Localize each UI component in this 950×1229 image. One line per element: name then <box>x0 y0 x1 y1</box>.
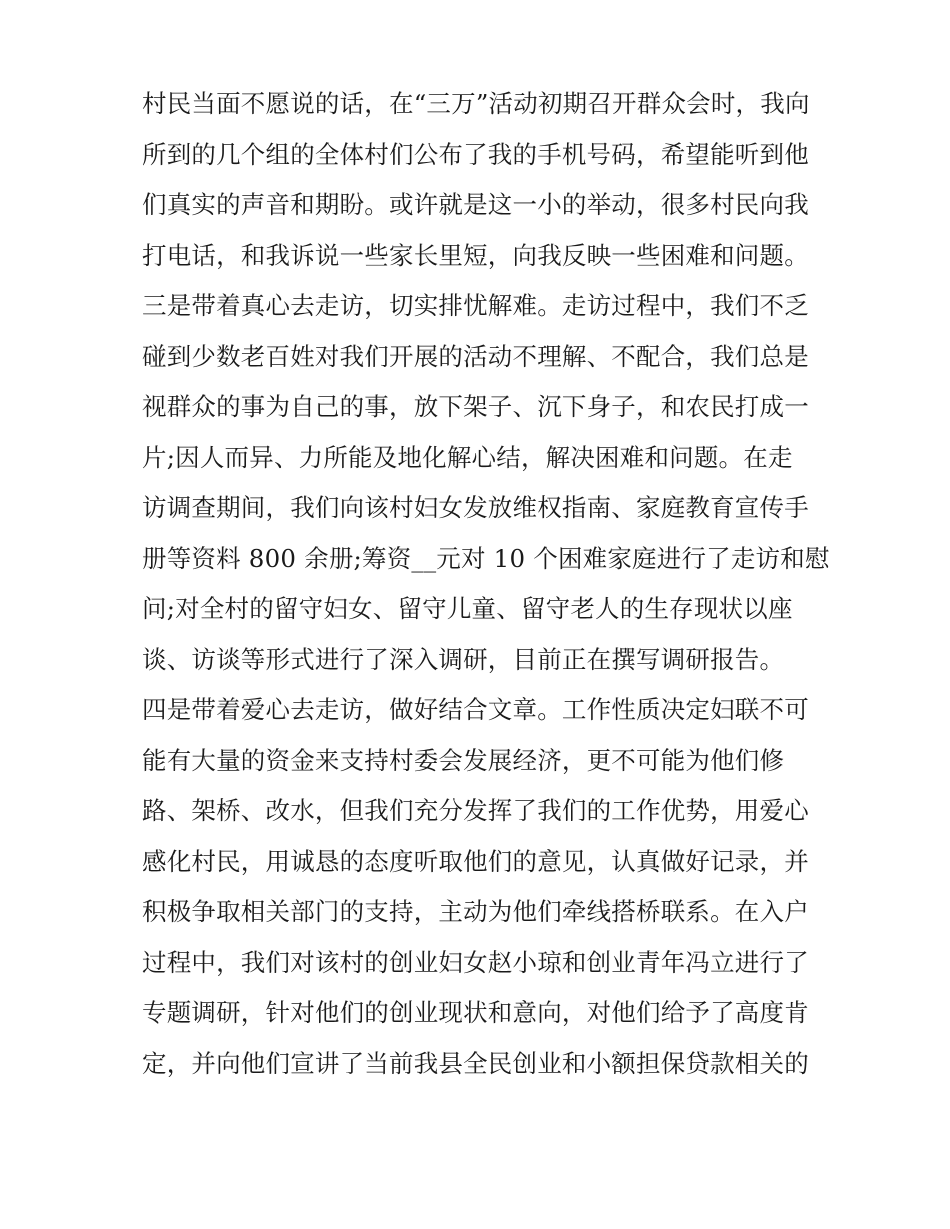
text-line: 问;对全村的留守妇女、留守儿童、留守老人的生存现状以座 <box>142 594 793 623</box>
text-line: 视群众的事为自己的事，放下架子、沉下身子，和农民打成一 <box>142 392 809 421</box>
text-line: 片;因人而异、力所能及地化解心结，解决困难和问题。在走 <box>142 442 793 472</box>
text-line: 专题调研，针对他们的创业现状和意向，对他们给予了高度肯 <box>142 998 809 1027</box>
text-line: 访调查期间，我们向该村妇女发放维权指南、家庭教育宣传手 <box>142 493 809 522</box>
text-line: 们真实的声音和期盼。或许就是这一小的举动，很多村民向我 <box>142 190 809 219</box>
text-line: 定，并向他们宣讲了当前我县全民创业和小额担保贷款相关的 <box>142 1048 809 1078</box>
text-line: 四是带着爱心去走访，做好结合文章。工作性质决定妇联不可 <box>142 695 809 724</box>
text-line: 积极争取相关部门的支持，主动为他们牵线搭桥联系。在入户 <box>142 897 809 926</box>
text-line: 三是带着真心去走访，切实排忧解难。走访过程中，我们不乏 <box>142 291 809 320</box>
text-line: 册等资料 800 余册;筹资__元对 10 个困难家庭进行了走访和慰 <box>142 543 830 573</box>
text-line: 能有大量的资金来支持村委会发展经济，更不可能为他们修 <box>142 745 785 775</box>
text-line: 感化村民，用诚恳的态度听取他们的意见，认真做好记录，并 <box>142 846 809 876</box>
text-line: 打电话，和我诉说一些家长里短，向我反映一些困难和问题。 <box>142 240 809 270</box>
text-line: 碰到少数老百姓对我们开展的活动不理解、不配合，我们总是 <box>142 341 809 371</box>
text-line: 村民当面不愿说的话，在“三万”活动初期召开群众会时，我向 <box>142 89 810 118</box>
text-line: 过程中，我们对该村的创业妇女赵小琼和创业青年冯立进行了 <box>142 947 809 977</box>
text-line: 所到的几个组的全体村们公布了我的手机号码，希望能听到他 <box>142 139 809 169</box>
text-line: 谈、访谈等形式进行了深入调研，目前正在撰写调研报告。 <box>142 644 785 674</box>
body-text <box>142 79 830 1089</box>
text-line: 路、架桥、改水，但我们充分发挥了我们的工作优势，用爱心 <box>142 796 809 825</box>
